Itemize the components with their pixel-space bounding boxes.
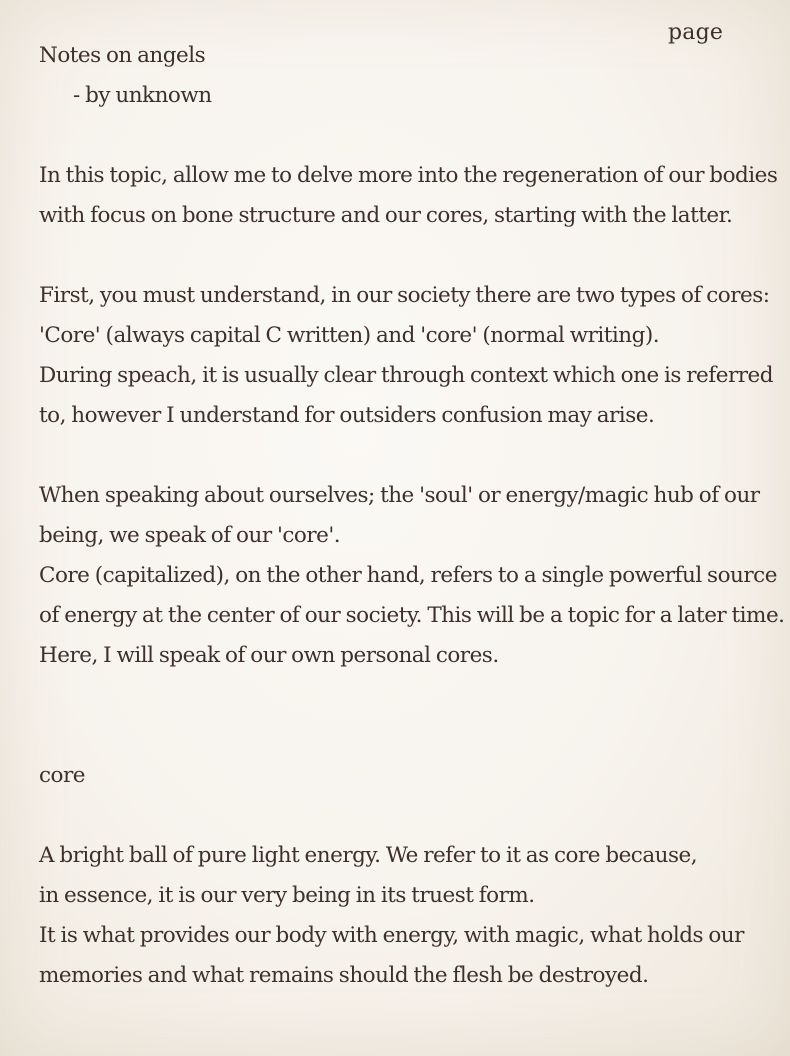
document-title: Notes on angels: [39, 43, 206, 68]
text-line: to, however I understand for outsiders confusion may arise.: [39, 403, 655, 428]
text-line: of energy at the center of our society. This will be a topic for a later time.: [39, 603, 785, 628]
text-line: Core (capitalized), on the other hand, refers to a single powerful source: [39, 563, 777, 588]
spacer: [39, 436, 784, 476]
text-line: When speaking about ourselves; the 'soul' or energy/magic hub of our: [39, 483, 760, 508]
text-line: being, we speak of our 'core'.: [39, 523, 341, 548]
text-line: It is what provides our body with energy, with magic, what holds our: [39, 923, 744, 948]
document-byline: - by unknown: [73, 83, 212, 108]
text-line: In this topic, allow me to delve more into the regeneration of our bodies: [39, 163, 778, 188]
text-line: A bright ball of pure light energy. We refer to it as core because,: [39, 843, 698, 868]
page-label: page: [668, 20, 724, 45]
spacer: [39, 236, 784, 276]
intro-paragraph: [39, 156, 784, 236]
core-types-paragraph: [39, 276, 784, 436]
document-body: [39, 36, 784, 996]
text-line: First, you must understand, in our society there are two types of cores:: [39, 283, 770, 308]
spacer: [39, 116, 784, 156]
text-line: 'Core' (always capital C written) and 'core' (normal writing).: [39, 323, 660, 348]
spacer: [39, 796, 784, 836]
text-line: in essence, it is our very being in its truest form.: [39, 883, 535, 908]
text-line: with focus on bone structure and our cores, starting with the latter.: [39, 203, 733, 228]
section-heading: core: [39, 763, 85, 788]
spacer: [39, 676, 784, 756]
text-line: During speach, it is usually clear through context which one is referred: [39, 363, 773, 388]
text-line: memories and what remains should the flesh be destroyed.: [39, 963, 649, 988]
core-description-paragraph: [39, 836, 784, 996]
text-line: Here, I will speak of our own personal cores.: [39, 643, 499, 668]
core-meaning-paragraph: [39, 476, 784, 676]
